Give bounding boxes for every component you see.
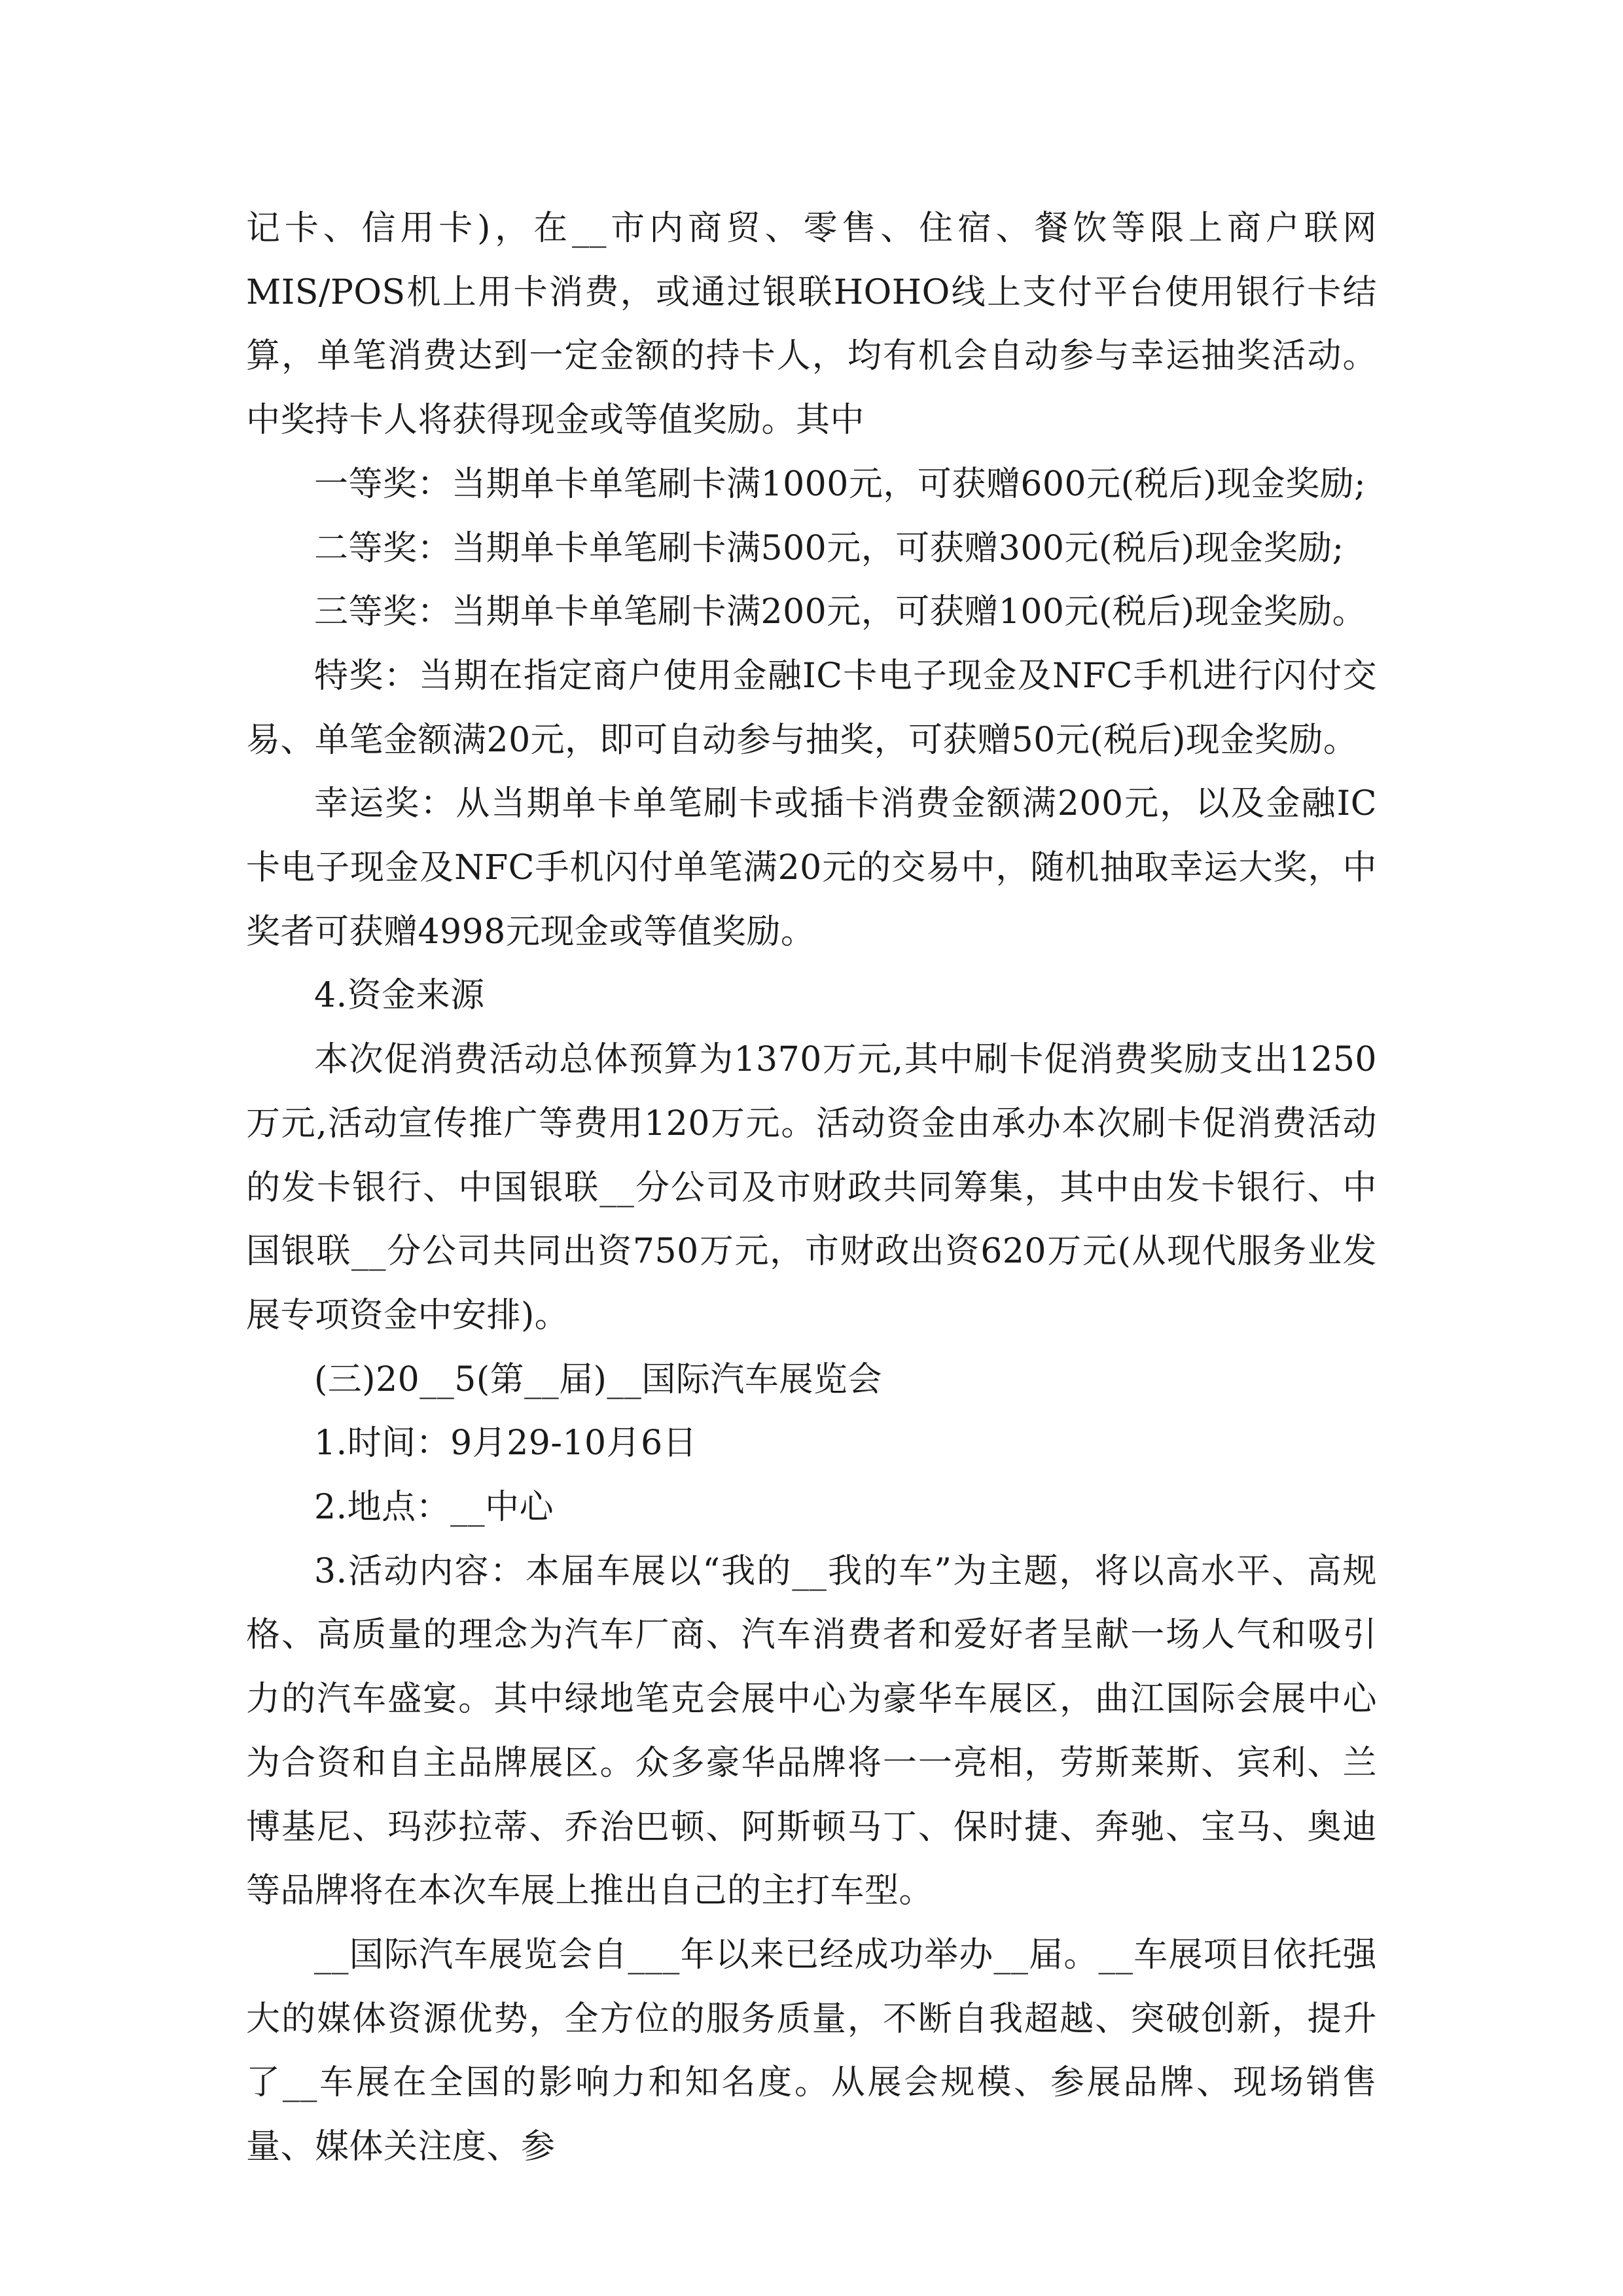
- heading-auto-show: (三)20__5(第__届)__国际汽车展览会: [314, 1359, 882, 1399]
- heading-funding-source: 4.资金来源: [314, 976, 485, 1016]
- paragraph-activity-content: 3.活动内容：本届车展以“我的__我的车”为主题，将以高水平、高规格、高质量的理念为汽车厂商、汽车消费者和爱好者呈献一场人气和吸引力的汽车盛宴。其中绿地笔克会展中心为豪华车展区，曲江国际会展中心为合资和自主品牌展区。众多豪华品牌将一一亮相，劳斯莱斯、宾利、兰博基尼、玛莎拉蒂、乔治巴顿、阿斯顿马丁、保时捷、奔驰、宝马、奥迪等品牌将在本次车展上推出自己的主打车型。: [246, 1551, 1377, 1911]
- paragraph-special-prize: 特奖：当期在指定商户使用金融IC卡电子现金及NFC手机进行闪付交易、单笔金额满20元，即可自动参与抽奖，可获赠50元(税后)现金奖励。: [246, 656, 1377, 760]
- paragraph-second-prize: 二等奖：当期单卡单笔刷卡满500元，可获赠300元(税后)现金奖励;: [314, 528, 1344, 568]
- paragraph-continuation: 记卡、信用卡)，在__市内商贸、零售、住宿、餐饮等限上商户联网MIS/POS机上用卡消费，或通过银联HOHO线上支付平台使用银行卡结算，单笔消费达到一定金额的持卡人，均有机会自动参与幸运抽奖活动。中奖持卡人将获得现金或等值奖励。其中: [246, 209, 1377, 440]
- paragraph-lucky-prize: 幸运奖：从当期单卡单笔刷卡或插卡消费金额满200元，以及金融IC卡电子现金及NFC手机闪付单笔满20元的交易中，随机抽取幸运大奖，中奖者可获赠4998元现金或等值奖励。: [246, 784, 1377, 952]
- paragraph-time: 1.时间：9月29-10月6日: [314, 1424, 698, 1463]
- document-body: [246, 197, 1377, 2179]
- paragraph-third-prize: 三等奖：当期单卡单笔刷卡满200元，可获赠100元(税后)现金奖励。: [314, 592, 1367, 632]
- paragraph-auto-show-history: __国际汽车展览会自___年以来已经成功举办__届。__车展项目依托强大的媒体资源优势，全方位的服务质量，不断自我超越、突破创新，提升了__车展在全国的影响力和知名度。从展会规模、参展品牌、现场销售量、媒体关注度、参: [246, 1935, 1377, 2167]
- paragraph-first-prize: 一等奖：当期单卡单笔刷卡满1000元，可获赠600元(税后)现金奖励;: [314, 464, 1366, 504]
- paragraph-location: 2.地点：__中心: [314, 1488, 554, 1528]
- paragraph-funding-details: 本次促消费活动总体预算为1370万元,其中刷卡促消费奖励支出1250万元,活动宣传推广等费用120万元。活动资金由承办本次刷卡促消费活动的发卡银行、中国银联__分公司及市财政共同筹集，其中由发卡银行、中国银联__分公司共同出资750万元，市财政出资620万元(从现代服务业发展专项资金中安排)。: [246, 1040, 1377, 1335]
